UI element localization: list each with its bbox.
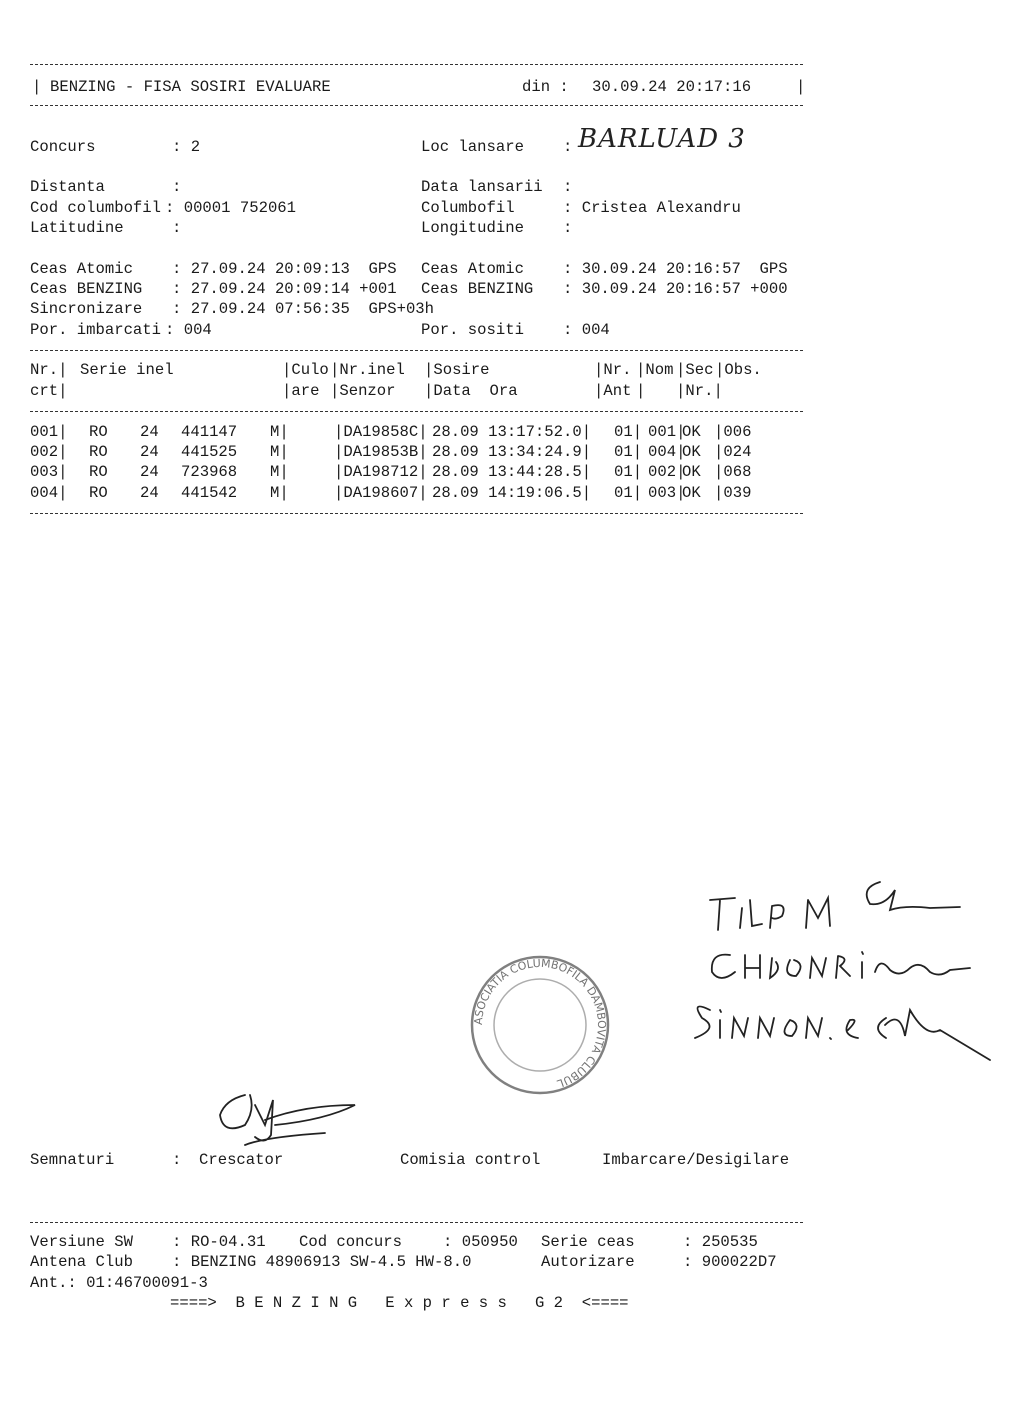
ceas-atomic-end-value: : 30.09.24 20:16:57 GPS xyxy=(563,260,788,278)
report-datetime: 30.09.24 20:17:16 xyxy=(592,78,752,96)
longitudine-label: Longitudine xyxy=(421,219,524,237)
cell-country: RO xyxy=(89,443,108,462)
cell-sec: OK xyxy=(682,443,701,462)
col-sec-nr: | Nr. | xyxy=(676,382,723,400)
col-crt: crt | xyxy=(30,382,67,400)
data-lansarii-label: Data lansarii xyxy=(421,178,543,196)
col-serie-inel: Serie inel xyxy=(80,361,174,379)
ceas-atomic-start-label: Ceas Atomic xyxy=(30,260,133,278)
cell-year: 24 xyxy=(140,463,159,482)
cell-ant: 01 | xyxy=(614,443,642,461)
cell-obs: | 039 xyxy=(714,484,751,502)
club-stamp xyxy=(465,950,615,1100)
signature-crescator xyxy=(205,1075,365,1155)
distanta-value xyxy=(172,178,191,196)
cod-concurs-label: Cod concurs xyxy=(299,1233,402,1251)
cell-obs: | 068 xyxy=(714,463,751,481)
cell-sec: OK xyxy=(682,423,701,441)
divider xyxy=(30,64,803,65)
ceas-benzing-start-value: : 27.09.24 20:09:14 +001 xyxy=(172,280,397,298)
distanta-label: Distanta xyxy=(30,178,105,196)
col-culoare: | Culo xyxy=(282,361,329,379)
versiune-sw-label: Versiune SW xyxy=(30,1233,133,1251)
columbofil-value: : Cristea Alexandru xyxy=(563,199,741,217)
cell-ant: 01 | xyxy=(614,484,642,502)
ceas-atomic-end-label: Ceas Atomic xyxy=(421,260,524,278)
cell-senzor: | DA198712 | xyxy=(334,463,428,481)
divider xyxy=(30,411,803,412)
divider xyxy=(30,1222,803,1223)
cell-nr: 004 | xyxy=(30,484,67,502)
semnaturi-label: Semnaturi xyxy=(30,1151,115,1169)
col-nr-inel: | Nr.inel xyxy=(330,361,405,379)
cell-senzor: | DA19853B | xyxy=(334,443,428,461)
cell-sex: M | xyxy=(270,443,289,461)
divider xyxy=(30,350,803,351)
col-senzor: | Senzor xyxy=(330,382,396,400)
col-nr-ant: | Nr. xyxy=(594,361,631,379)
report-title: BENZING - FISA SOSIRI EVALUARE xyxy=(50,78,331,96)
por-sositi-label: Por. sositi xyxy=(421,321,524,339)
concurs-value: : 2 xyxy=(172,138,200,156)
cell-ant: 01 | xyxy=(614,423,642,441)
sincronizare-label: Sincronizare xyxy=(30,300,143,318)
autorizare-value: : 900022D7 xyxy=(683,1253,777,1271)
cell-sex: M | xyxy=(270,423,289,441)
col-nom-2 xyxy=(636,382,645,400)
cell-sec: OK xyxy=(682,483,701,502)
col-data-ora: | Data Ora xyxy=(424,382,518,400)
concurs-label: Concurs xyxy=(30,138,96,156)
loc-lansare-label: Loc lansare xyxy=(421,138,524,156)
cell-nom: 004 | xyxy=(648,443,685,461)
col-ant: | Ant xyxy=(594,382,631,400)
cell-ant: 01 | xyxy=(614,463,642,481)
cell-sosire: 28.09 13:34:24.9 | xyxy=(432,443,591,461)
stamp-text: ASOCIATIA COLUMBOFILA DAMBOVITA CLUBUL xyxy=(471,956,609,1091)
divider xyxy=(30,105,803,106)
antena-club-label: Antena Club xyxy=(30,1253,133,1271)
cell-year: 24 xyxy=(140,443,159,462)
serie-ceas-label: Serie ceas xyxy=(541,1233,635,1251)
cell-obs: | 006 xyxy=(714,423,751,441)
box-right-edge xyxy=(796,78,805,96)
cell-country: RO xyxy=(89,423,108,441)
cell-sex: M | xyxy=(270,484,289,502)
comisia-control-label: Comisia control xyxy=(400,1151,541,1169)
benzing-banner: ====> B E N Z I N G E x p r e s s G 2 <==== xyxy=(170,1294,629,1312)
imbarcare-label: Imbarcare/Desigilare xyxy=(602,1151,790,1169)
cod-columbofil-value: : 00001 752061 xyxy=(165,199,296,217)
col-obs: | Obs. xyxy=(715,361,762,379)
col-nr: Nr. | xyxy=(30,361,67,379)
col-culoare-2: | are xyxy=(282,382,319,400)
cell-nom: 002 | xyxy=(648,463,685,481)
cell-sosire: 28.09 13:17:52.0 | xyxy=(432,423,591,441)
cell-sec: OK xyxy=(682,463,701,482)
por-imbarcati-label: Por. imbarcati xyxy=(30,321,162,339)
cell-nr: 003 | xyxy=(30,463,67,481)
versiune-sw-value: : RO-04.31 xyxy=(172,1233,266,1251)
col-sec: | Sec xyxy=(676,361,713,379)
latitudine-value xyxy=(172,219,191,237)
cell-sex: M | xyxy=(270,463,289,481)
semnaturi-colon xyxy=(172,1151,191,1169)
cod-columbofil-label: Cod columbofil xyxy=(30,199,162,217)
cell-nr: 002 | xyxy=(30,443,67,461)
crescator-label: Crescator xyxy=(199,1151,284,1169)
por-imbarcati-value: : 004 xyxy=(165,321,212,339)
loc-lansare-handwritten: BARLUAD 3 xyxy=(578,124,746,154)
handwritten-note xyxy=(690,860,1010,1080)
antena-club-value: : BENZING 48906913 SW-4.5 HW-8.0 xyxy=(172,1253,471,1271)
cell-year: 24 xyxy=(140,483,159,502)
cell-sosire: 28.09 13:44:28.5 | xyxy=(432,463,591,481)
cell-country: RO xyxy=(89,463,108,482)
por-sositi-value: : 004 xyxy=(563,321,610,339)
divider xyxy=(30,513,803,514)
antenna-id: Ant.: 01:46700091-3 xyxy=(30,1274,208,1292)
cell-country: RO xyxy=(89,483,108,502)
cell-nom: 001 | xyxy=(648,423,685,441)
sincronizare-value: : 27.09.24 07:56:35 GPS+03h xyxy=(172,300,434,318)
serie-ceas-value: : 250535 xyxy=(683,1233,758,1251)
cell-senzor: | DA19858C | xyxy=(334,423,428,441)
din-label: din : xyxy=(522,78,569,96)
cell-sosire: 28.09 14:19:06.5 | xyxy=(432,484,591,502)
box-left-edge xyxy=(32,78,41,96)
ceas-atomic-start-value: : 27.09.24 20:09:13 GPS xyxy=(172,260,397,278)
cell-nom: 003 | xyxy=(648,484,685,502)
col-nom: | Nom xyxy=(636,361,673,379)
cell-nr: 001 | xyxy=(30,423,67,441)
cell-senzor: | DA198607 | xyxy=(334,484,428,502)
latitudine-label: Latitudine xyxy=(30,219,124,237)
cell-year: 24 xyxy=(140,423,159,441)
ceas-benzing-end-value: : 30.09.24 20:16:57 +000 xyxy=(563,280,788,298)
ceas-benzing-end-label: Ceas BENZING xyxy=(421,280,534,298)
col-sosire: | Sosire xyxy=(424,361,490,379)
cell-ring: 723968 xyxy=(181,463,238,482)
ceas-benzing-start-label: Ceas BENZING xyxy=(30,280,143,298)
cell-ring: 441542 xyxy=(181,483,238,502)
cell-obs: | 024 xyxy=(714,443,751,461)
data-lansarii-value xyxy=(563,178,582,196)
cell-ring: 441525 xyxy=(181,443,238,462)
longitudine-value xyxy=(563,219,582,237)
columbofil-label: Columbofil xyxy=(421,199,515,217)
autorizare-label: Autorizare xyxy=(541,1253,635,1271)
cod-concurs-value: : 050950 xyxy=(443,1233,518,1251)
cell-ring: 441147 xyxy=(181,423,238,441)
